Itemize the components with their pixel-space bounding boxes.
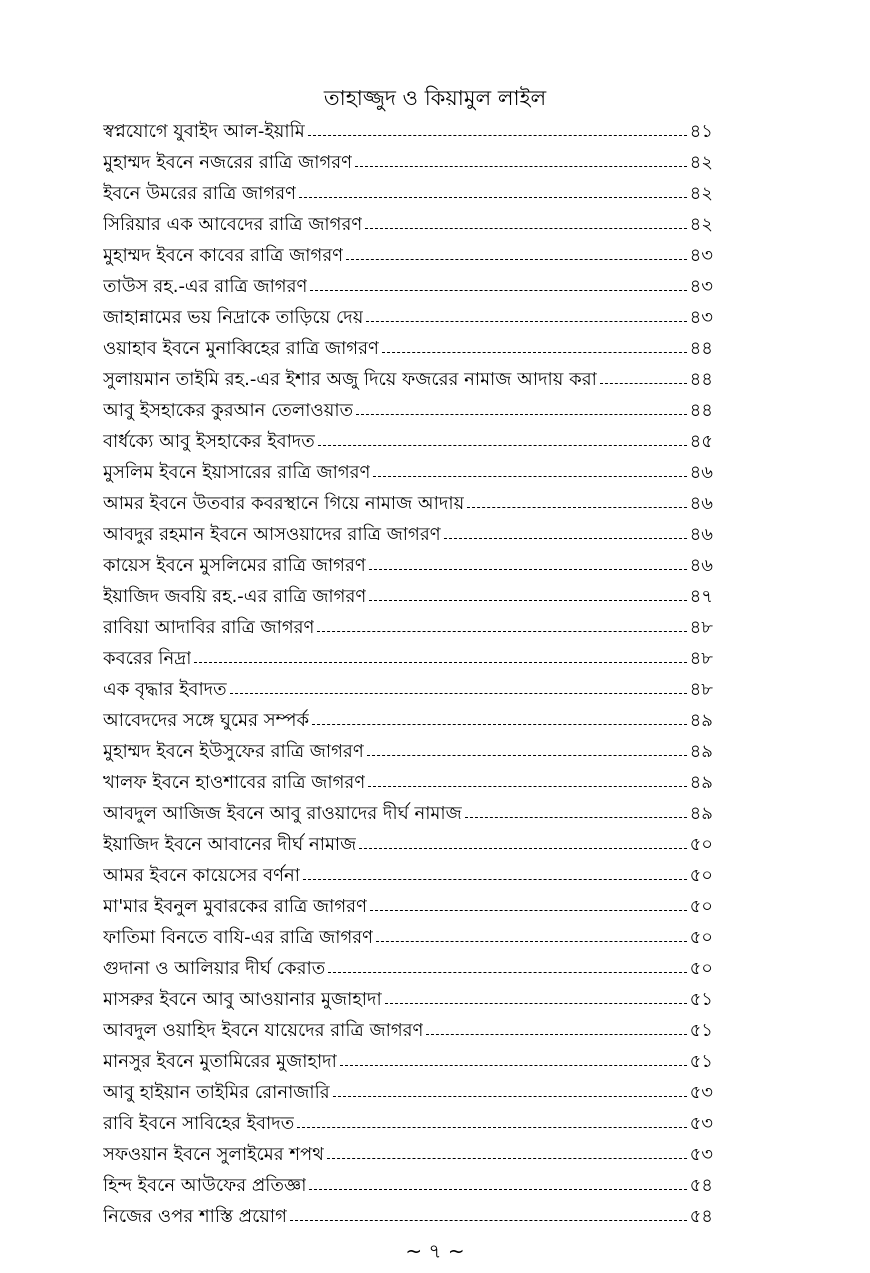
dot-leader	[370, 910, 687, 911]
toc-entry-page: ৫৪	[689, 1206, 713, 1227]
dot-leader	[355, 166, 687, 167]
toc-entry-title: মা'মার ইবনুল মুবারকের রাত্রি জাগরণ	[103, 896, 367, 917]
toc-entry-title: আবদুর রহমান ইবনে আসওয়াদের রাত্রি জাগরণ	[103, 524, 441, 545]
toc-entry-page: ৪৫	[689, 431, 713, 452]
toc-entry	[103, 458, 713, 489]
toc-entry-title: নিজের ওপর শাস্তি প্রয়োগ	[103, 1206, 287, 1227]
dot-leader	[356, 414, 687, 415]
toc-entry	[103, 892, 713, 923]
toc-entry-page: ৪৬	[689, 524, 713, 545]
toc-entry-title: ইবনে উমরের রাত্রি জাগরণ	[103, 183, 296, 204]
toc-entry	[103, 1078, 713, 1109]
toc-entry	[103, 644, 713, 675]
toc-entry-title: সিরিয়ার এক আবেদের রাত্রি জাগরণ	[103, 214, 363, 235]
toc-entry-page: ৪৯	[689, 710, 713, 731]
dot-leader	[366, 321, 686, 322]
toc-entry-title: গুদানা ও আলিয়ার দীর্ঘ কেরাত	[103, 958, 326, 979]
toc-entry-page: ৫১	[689, 1020, 713, 1041]
toc-entry-title: ফাতিমা বিনতে বাযি-এর রাত্রি জাগরণ	[103, 927, 374, 948]
toc-entry-title: বার্ধক্যে আবু ইসহাকের ইবাদত	[103, 431, 315, 452]
dot-leader	[346, 259, 687, 260]
toc-entry-title: আমর ইবনে কায়েসের বর্ণনা	[103, 865, 300, 886]
dot-leader	[340, 1065, 687, 1066]
toc-entry-page: ৫০	[689, 896, 713, 917]
dot-leader	[367, 755, 687, 756]
toc-entry-page: ৪৩	[689, 307, 713, 328]
toc-entry-page: ৪৯	[689, 803, 713, 824]
toc-entry-title: সফওয়ান ইবনে সুলাইমের শপথ	[103, 1144, 324, 1165]
toc-entry-page: ৫১	[689, 1051, 713, 1072]
toc-entry	[103, 365, 713, 396]
dot-leader	[465, 817, 687, 818]
toc-entry	[103, 520, 713, 551]
toc-entry-title: ইয়াজিদ ইবনে আবানের দীর্ঘ নামাজ	[103, 834, 357, 855]
toc-entry-page: ৪৬	[689, 493, 713, 514]
toc-entry-page: ৫০	[689, 958, 713, 979]
dot-leader	[365, 228, 686, 229]
page-header	[0, 84, 870, 112]
toc-entry-page: ৪৩	[689, 276, 713, 297]
toc-entry	[103, 1202, 713, 1233]
toc-entry	[103, 830, 713, 861]
toc-entry-title: আমর ইবনে উতবার কবরস্থানে গিয়ে নামাজ আদায়	[103, 493, 465, 514]
toc-entry	[103, 706, 713, 737]
dot-leader	[297, 1127, 686, 1128]
toc-entry	[103, 861, 713, 892]
toc-entry-page: ৪৬	[689, 555, 713, 576]
dot-leader	[327, 1158, 687, 1159]
toc-entry-title: আবেদদের সঙ্গে ঘুমের সম্পর্ক	[103, 710, 310, 731]
dot-leader	[312, 724, 687, 725]
toc-entry	[103, 613, 713, 644]
dot-leader	[444, 538, 687, 539]
toc-entry	[103, 1171, 713, 1202]
dot-leader	[299, 197, 687, 198]
toc-entry-title: আবদুল আজিজ ইবনে আবু রাওয়াদের দীর্ঘ নামাজ	[103, 803, 462, 824]
toc-entry-title: রাবি ইবনে সাবিহের ইবাদত	[103, 1113, 295, 1134]
dot-leader	[333, 1096, 687, 1097]
dot-leader	[382, 352, 687, 353]
dot-leader	[317, 631, 686, 632]
dot-leader	[308, 135, 687, 136]
dot-leader	[600, 383, 687, 384]
toc-entry-title: মুহাম্মদ ইবনে ইউসুফের রাত্রি জাগরণ	[103, 741, 364, 762]
toc-entry-title: মাসরুর ইবনে আবু আওয়ানার মুজাহাদা	[103, 989, 382, 1010]
toc-entry-title: মুহাম্মদ ইবনে নজরের রাত্রি জাগরণ	[103, 152, 353, 173]
toc-entry-page: ৫৩	[689, 1144, 713, 1165]
toc-entry-page: ৫৩	[689, 1082, 713, 1103]
toc-entry	[103, 427, 713, 458]
toc-entry	[103, 396, 713, 427]
toc-entry	[103, 551, 713, 582]
toc-entry	[103, 1016, 713, 1047]
toc-entry-title: রাবিয়া আদাবির রাত্রি জাগরণ	[103, 617, 315, 638]
toc-entry-title: স্বপ্নযোগে যুবাইদ আল-ইয়ামি	[103, 121, 305, 142]
toc-entry-page: ৪৮	[689, 617, 713, 638]
toc-entry	[103, 582, 713, 613]
toc-entry	[103, 334, 713, 365]
toc-entry-page: ৪৪	[689, 400, 713, 421]
toc-entry	[103, 1047, 713, 1078]
toc-entry-title: আবদুল ওয়াহিদ ইবনে যায়েদের রাত্রি জাগরণ	[103, 1020, 424, 1041]
toc-entry-page: ৫০	[689, 865, 713, 886]
toc-entry-title: আবু ইসহাকের কুরআন তেলাওয়াত	[103, 400, 354, 421]
toc-entry	[103, 985, 713, 1016]
toc-entry-title: কায়েস ইবনে মুসলিমের রাত্রি জাগরণ	[103, 555, 366, 576]
toc-entry-page: ৪৩	[689, 245, 713, 266]
toc-entry	[103, 675, 713, 706]
toc-entry-page: ৪৯	[689, 741, 713, 762]
toc-entry-title: কবরের নিদ্রা	[103, 648, 192, 669]
toc-entry-title: মানসুর ইবনে মুতামিরের মুজাহাদা	[103, 1051, 337, 1072]
toc-entry	[103, 303, 713, 334]
dot-leader	[426, 1034, 686, 1035]
toc-entry-page: ৫০	[689, 927, 713, 948]
toc-entry	[103, 272, 713, 303]
toc-entry-page: ৪২	[689, 152, 713, 173]
dot-leader	[309, 1189, 686, 1190]
toc-entry-page: ৪৮	[689, 679, 713, 700]
toc-entry	[103, 117, 713, 148]
dot-leader	[368, 786, 686, 787]
toc-entry	[103, 210, 713, 241]
toc-entry-title: ইয়াজিদ জবয়ি রহ.-এর রাত্রি জাগরণ	[103, 586, 367, 607]
toc-entry-title: হিন্দ ইবনে আউফের প্রতিজ্ঞা	[103, 1175, 307, 1196]
dot-leader	[194, 662, 686, 663]
toc-entry	[103, 954, 713, 985]
toc-entry-page: ৪১	[689, 121, 713, 142]
toc-entry	[103, 179, 713, 210]
toc-entry-page: ৫৩	[689, 1113, 713, 1134]
page-number: ~ ৭ ~	[405, 1239, 465, 1263]
toc-entry	[103, 923, 713, 954]
dot-leader	[318, 445, 687, 446]
toc-entry-page: ৫০	[689, 834, 713, 855]
toc-entry-page: ৪২	[689, 183, 713, 204]
toc-entry-title: ওয়াহাব ইবনে মুনাব্বিহের রাত্রি জাগরণ	[103, 338, 379, 359]
toc-entry-title: জাহান্নামের ভয় নিদ্রাকে তাড়িয়ে দেয়	[103, 307, 364, 328]
page-footer	[0, 1238, 870, 1264]
toc-entry-title: সুলায়মান তাইমি রহ.-এর ইশার অজু দিয়ে ফজরের নামাজ আদায় করা	[103, 369, 597, 390]
dot-leader	[359, 848, 686, 849]
toc-entry-page: ৪২	[689, 214, 713, 235]
toc-entry-page: ৫৪	[689, 1175, 713, 1196]
toc-entry-page: ৪৭	[689, 586, 713, 607]
toc-entry-title: এক বৃদ্ধার ইবাদত	[103, 679, 227, 700]
table-of-contents	[103, 117, 713, 1233]
dot-leader	[230, 693, 687, 694]
toc-entry-title: তাউস রহ.-এর রাত্রি জাগরণ	[103, 276, 308, 297]
toc-entry	[103, 489, 713, 520]
dot-leader	[328, 972, 686, 973]
toc-entry-title: মুসলিম ইবনে ইয়াসারের রাত্রি জাগরণ	[103, 462, 371, 483]
toc-entry	[103, 1140, 713, 1171]
toc-entry	[103, 768, 713, 799]
toc-entry-page: ৪৬	[689, 462, 713, 483]
toc-entry-title: মুহাম্মদ ইবনে কাবের রাত্রি জাগরণ	[103, 245, 344, 266]
toc-entry-page: ৪৪	[689, 338, 713, 359]
toc-entry-page: ৫১	[689, 989, 713, 1010]
dot-leader	[290, 1220, 687, 1221]
dot-leader	[376, 941, 687, 942]
toc-entry	[103, 1109, 713, 1140]
dot-leader	[303, 879, 687, 880]
dot-leader	[369, 569, 687, 570]
book-title: তাহাজ্জুদ ও কিয়ামুল লাইল	[323, 86, 547, 110]
toc-entry-page: ৪৪	[689, 369, 713, 390]
toc-entry	[103, 799, 713, 830]
toc-entry	[103, 737, 713, 768]
dot-leader	[467, 507, 686, 508]
toc-entry	[103, 241, 713, 272]
dot-leader	[373, 476, 686, 477]
toc-entry-page: ৪৮	[689, 648, 713, 669]
dot-leader	[310, 290, 686, 291]
toc-entry-title: আবু হাইয়ান তাইমির রোনাজারি	[103, 1082, 330, 1103]
dot-leader	[385, 1003, 687, 1004]
dot-leader	[369, 600, 686, 601]
toc-entry-title: খালফ ইবনে হাওশাবের রাত্রি জাগরণ	[103, 772, 366, 793]
toc-entry	[103, 148, 713, 179]
toc-entry-page: ৪৯	[689, 772, 713, 793]
